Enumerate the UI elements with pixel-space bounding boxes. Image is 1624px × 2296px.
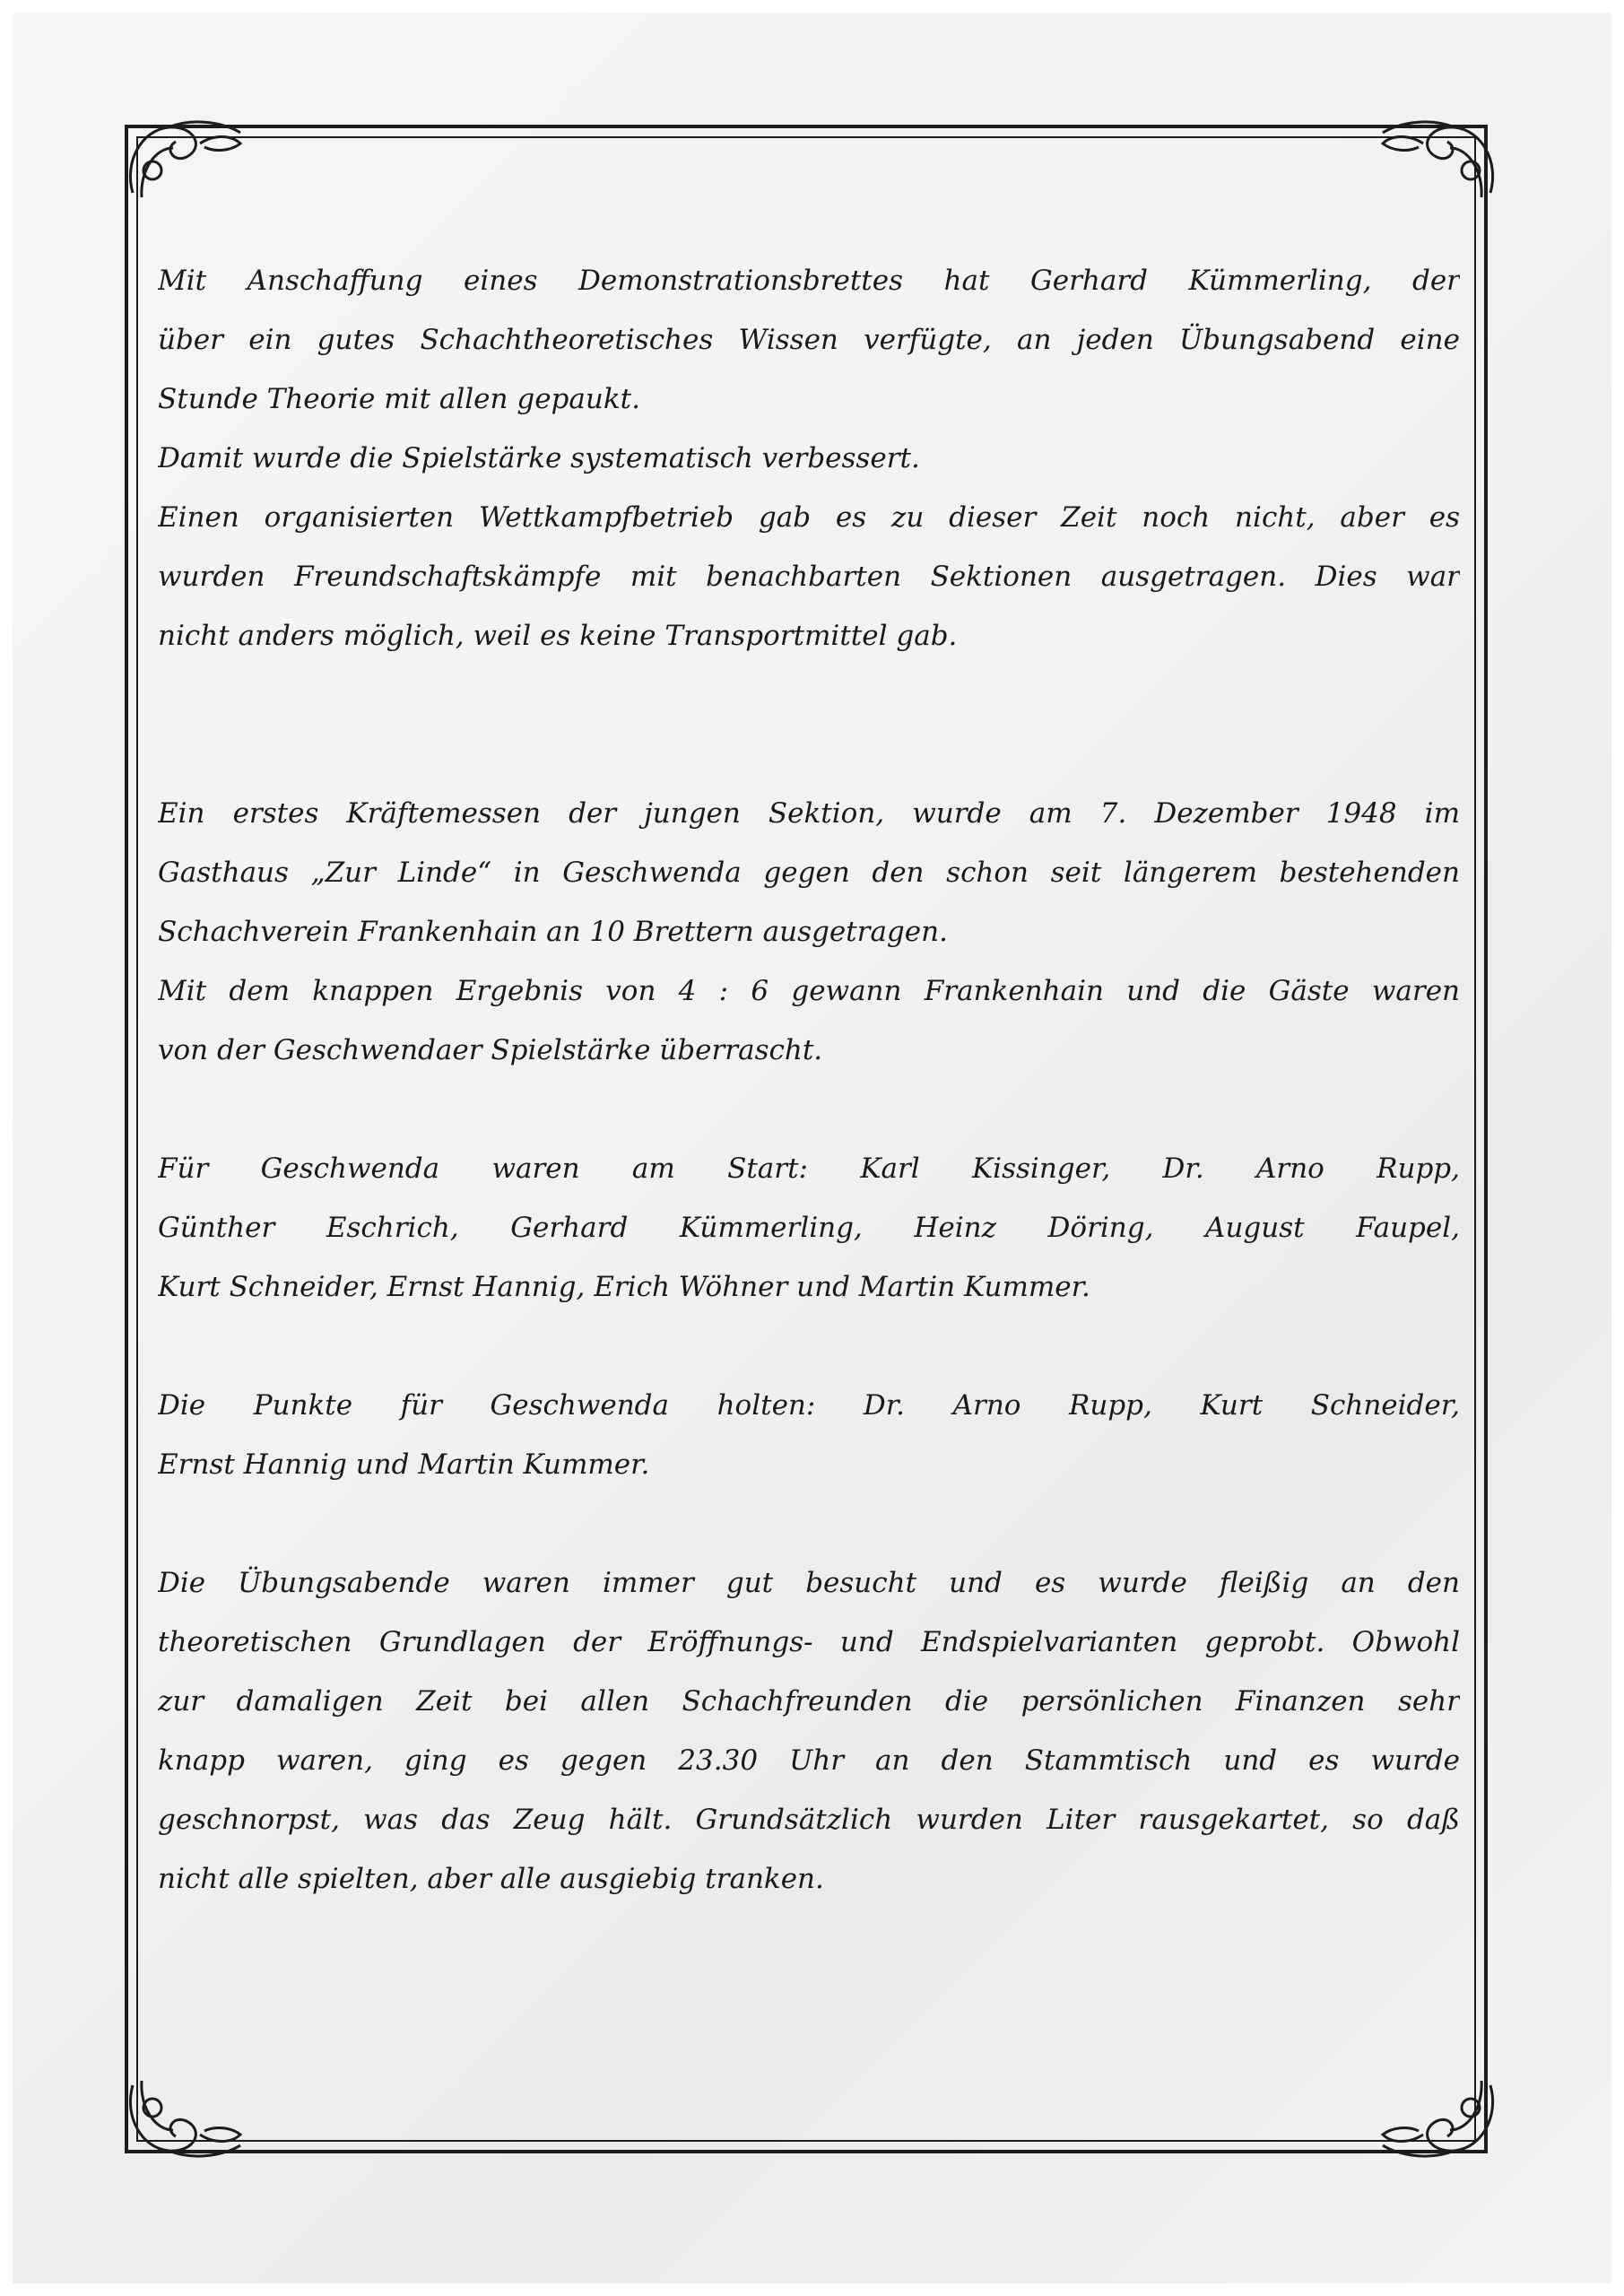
paragraph-players	[158, 1139, 1460, 1317]
text-line: nicht alle spielten, aber alle ausgiebig tranken.	[158, 1863, 824, 1895]
text-line: von der Geschwendaer Spielstärke überrascht.	[158, 1034, 823, 1066]
text-line: Ernst Hannig und Martin Kummer.	[158, 1448, 650, 1481]
text-line: wurden Freundschaftskämpfe mit benachbarten Sektionen ausgetragen. Dies war	[158, 561, 1460, 593]
corner-ornament-top-right	[1374, 108, 1508, 215]
text-line: Kurt Schneider, Ernst Hannig, Erich Wöhner und Martin Kummer.	[158, 1271, 1090, 1303]
paragraph-points	[158, 1376, 1460, 1494]
paragraph-spacer	[158, 1494, 1460, 1553]
text-line: Die Punkte für Geschwenda holten: Dr. Arno Rupp, Kurt Schneider,	[158, 1389, 1460, 1422]
text-line: Gasthaus „Zur Linde“ in Geschwenda gegen den schon seit längerem bestehenden	[158, 857, 1460, 889]
text-line: zur damaligen Zeit bei allen Schachfreunden die persönlichen Finanzen sehr	[158, 1685, 1460, 1718]
text-line: über ein gutes Schachtheoretisches Wissen verfügte, an jeden Übungsabend eine	[158, 324, 1460, 356]
text-line: Schachverein Frankenhain an 10 Brettern ausgetragen.	[158, 916, 948, 948]
paragraph-first-match	[158, 784, 1460, 1080]
document-body	[158, 251, 1460, 1909]
text-line: Mit Anschaffung eines Demonstrationsbrettes hat Gerhard Kümmerling, der	[158, 265, 1460, 297]
corner-ornament-bottom-left	[115, 2063, 249, 2170]
text-line: Stunde Theorie mit allen gepaukt.	[158, 383, 640, 415]
corner-ornament-top-left	[115, 108, 249, 215]
paragraph-spacer	[158, 665, 1460, 784]
corner-ornament-bottom-right	[1374, 2063, 1508, 2170]
text-line: nicht anders möglich, weil es keine Transportmittel gab.	[158, 620, 958, 652]
text-line: Die Übungsabende waren immer gut besucht und es wurde fleißig an den	[158, 1567, 1460, 1599]
paragraph-spacer	[158, 1080, 1460, 1139]
text-line: Einen organisierten Wettkampfbetrieb gab es zu dieser Zeit noch nicht, aber es	[158, 501, 1460, 534]
text-line: Damit wurde die Spielstärke systematisch verbessert.	[158, 442, 920, 474]
text-line: theoretischen Grundlagen der Eröffnungs- und Endspielvarianten geprobt. Obwohl	[158, 1626, 1460, 1658]
text-line: geschnorpst, was das Zeug hält. Grundsätzlich wurden Liter rausgekartet, so daß	[158, 1804, 1460, 1836]
text-line: Mit dem knappen Ergebnis von 4 : 6 gewann Frankenhain und die Gäste waren	[158, 975, 1460, 1007]
text-line: Ein erstes Kräftemessen der jungen Sektion, wurde am 7. Dezember 1948 im	[158, 797, 1460, 830]
paragraph-spacer	[158, 1317, 1460, 1376]
text-line: knapp waren, ging es gegen 23.30 Uhr an den Stammtisch und es wurde	[158, 1744, 1460, 1777]
paragraph-demonstration-board	[158, 251, 1460, 665]
paragraph-training-evenings	[158, 1553, 1460, 1909]
text-line: Günther Eschrich, Gerhard Kümmerling, Heinz Döring, August Faupel,	[158, 1212, 1460, 1244]
text-line: Für Geschwenda waren am Start: Karl Kissinger, Dr. Arno Rupp,	[158, 1152, 1460, 1185]
